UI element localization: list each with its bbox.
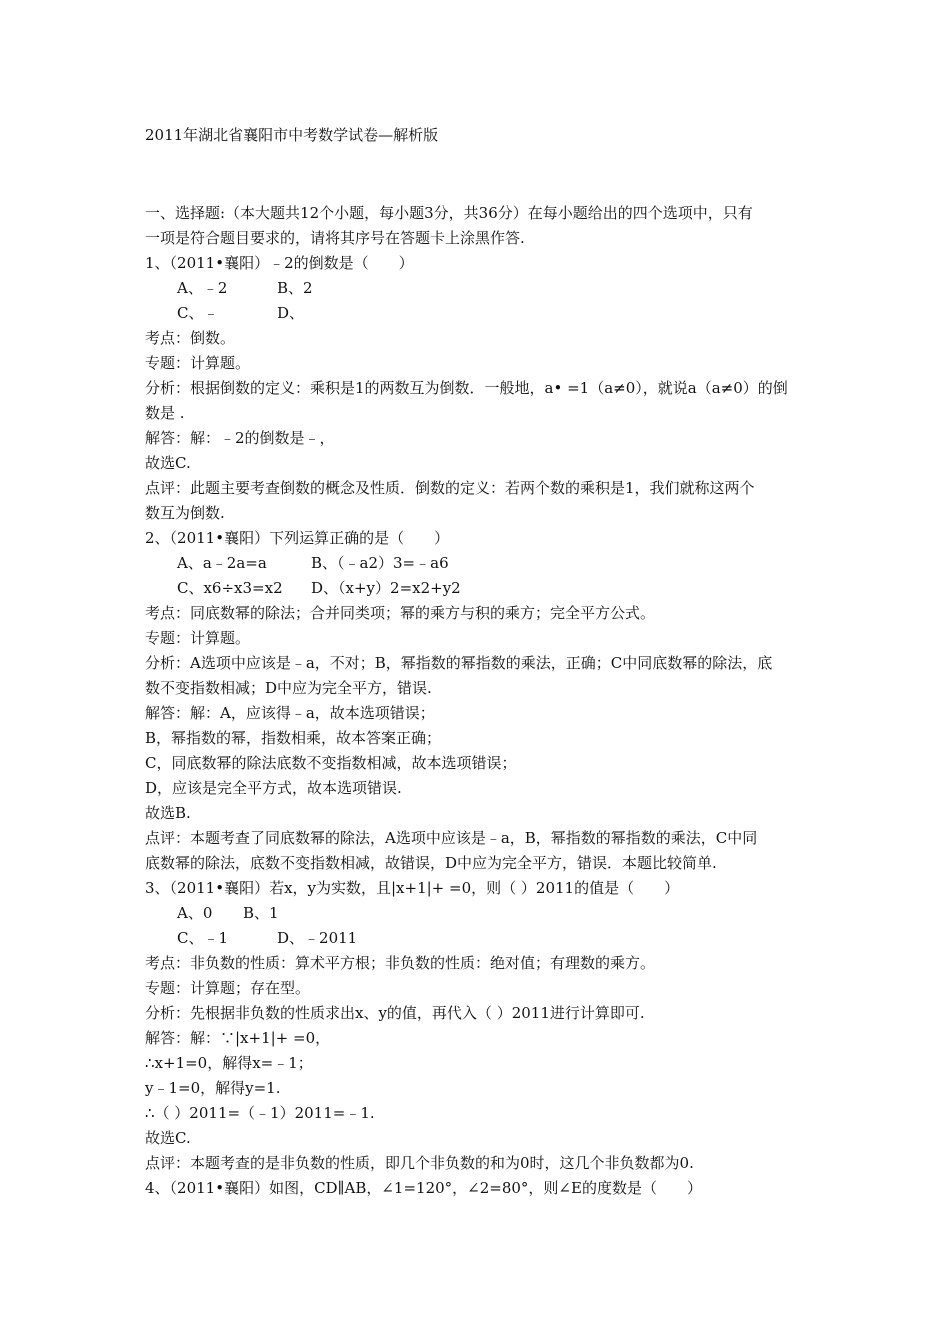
q3-options-row-2 [145, 926, 811, 951]
q1-stem: 1、（2011•襄阳）﹣2的倒数是（ ） [145, 254, 414, 272]
q3-option-a: A、0 [177, 904, 213, 922]
q3-option-c: C、﹣1 [177, 929, 229, 947]
q2-zhuanti: 专题：计算题。 [145, 629, 251, 647]
q2-fenxi-line-1: 分析：A选项中应该是﹣a，不对；B，幂指数的幂指数的乘法，正确；C中同底数幂的除法，底 [145, 654, 773, 672]
q1-option-b: B、2 [277, 279, 313, 297]
q2-kaodian: 考点：同底数幂的除法；合并同类项；幂的乘方与积的乘方；完全平方公式。 [145, 604, 656, 622]
q1-jieda: 解答：解：﹣2的倒数是﹣， [145, 429, 335, 447]
q1-option-c: C、﹣ [177, 304, 219, 322]
q1-options-row-1 [145, 276, 811, 301]
q1-option-a: A、﹣2 [177, 279, 228, 297]
q2-option-a: A、a﹣2a=a [177, 554, 267, 572]
q1-fenxi-line-1: 分析：根据倒数的定义：乘积是1的两数互为倒数．一般地，a• =1（a≠0），就说a（a≠0）的倒 [145, 379, 788, 397]
title-spacer [145, 148, 811, 201]
q3-kaodian: 考点：非负数的性质：算术平方根；非负数的性质：绝对值；有理数的乘方。 [145, 954, 656, 972]
q1-options-row-2 [145, 301, 811, 326]
q1-answer: 故选C. [145, 454, 191, 472]
q1-option-d: D、 [277, 304, 305, 322]
document-page [145, 123, 811, 1201]
q3-option-d: D、﹣2011 [277, 929, 358, 947]
q2-stem: 2、（2011•襄阳）下列运算正确的是（ ） [145, 529, 450, 547]
q3-jieda-line-2: ∴x+1=0，解得x=﹣1； [145, 1054, 313, 1072]
q3-answer: 故选C. [145, 1129, 191, 1147]
q2-jieda-line-4: D，应该是完全平方式，故本选项错误. [145, 779, 402, 797]
q3-stem: 3、（2011•襄阳）若x，y为实数，且|x+1|+ =0，则（ ）2011的值是（ ） [145, 879, 680, 897]
q3-jieda-line-1: 解答：解：∵|x+1|+ =0， [145, 1029, 331, 1047]
q1-kaodian: 考点：倒数。 [145, 329, 236, 347]
q1-fenxi-line-2: 数是 . [145, 404, 185, 422]
q3-options-row-1 [145, 901, 811, 926]
q3-dianping: 点评：本题考查的是非负数的性质，即几个非负数的和为0时，这几个非负数都为0. [145, 1154, 694, 1172]
q2-fenxi-line-2: 数不变指数相减；D中应为完全平方，错误. [145, 679, 432, 697]
q2-dianping-line-2: 底数幂的除法，底数不变指数相减，故错误，D中应为完全平方，错误．本题比较简单. [145, 854, 717, 872]
q1-dianping-line-1: 点评：此题主要考查倒数的概念及性质．倒数的定义：若两个数的乘积是1，我们就称这两个 [145, 479, 755, 497]
q2-jieda-line-1: 解答：解：A，应该得﹣a，故本选项错误； [145, 704, 435, 722]
q2-jieda-line-3: C，同底数幂的除法底数不变指数相减，故本选项错误； [145, 754, 517, 772]
q1-dianping-line-2: 数互为倒数. [145, 504, 225, 522]
q3-option-b: B、1 [243, 904, 279, 922]
q3-jieda-line-4: ∴（ ）2011=（﹣1）2011=﹣1. [145, 1104, 375, 1122]
q3-jieda-line-3: y﹣1=0，解得y=1. [145, 1079, 281, 1097]
q2-options-row-1 [145, 551, 811, 576]
q2-option-c: C、x6÷x3=x2 [177, 579, 283, 597]
q2-option-d: D、（x+y）2=x2+y2 [311, 579, 461, 597]
q2-dianping-line-1: 点评：本题考查了同底数幂的除法，A选项中应该是﹣a，B，幂指数的幂指数的乘法，C中同 [145, 829, 758, 847]
section-intro-line-2: 一项是符合题目要求的，请将其序号在答题卡上涂黑作答. [145, 229, 525, 247]
q2-options-row-2 [145, 576, 811, 601]
q3-fenxi: 分析：先根据非负数的性质求出x、y的值，再代入（ ）2011进行计算即可. [145, 1004, 645, 1022]
q2-answer: 故选B. [145, 804, 191, 822]
section-intro-line-1: 一、选择题:（本大题共12个小题，每小题3分，共36分）在每小题给出的四个选项中，只有 [145, 204, 753, 222]
document-title: 2011年湖北省襄阳市中考数学试卷—解析版 [145, 126, 439, 144]
q3-zhuanti: 专题：计算题；存在型。 [145, 979, 311, 997]
q1-zhuanti: 专题：计算题。 [145, 354, 251, 372]
q4-stem: 4、（2011•襄阳）如图，CD∥AB，∠1=120°，∠2=80°，则∠E的度数是（ ） [145, 1179, 702, 1197]
q2-option-b: B、（﹣a2）3=﹣a6 [311, 554, 449, 572]
q2-jieda-line-2: B，幂指数的幂，指数相乘，故本答案正确； [145, 729, 442, 747]
